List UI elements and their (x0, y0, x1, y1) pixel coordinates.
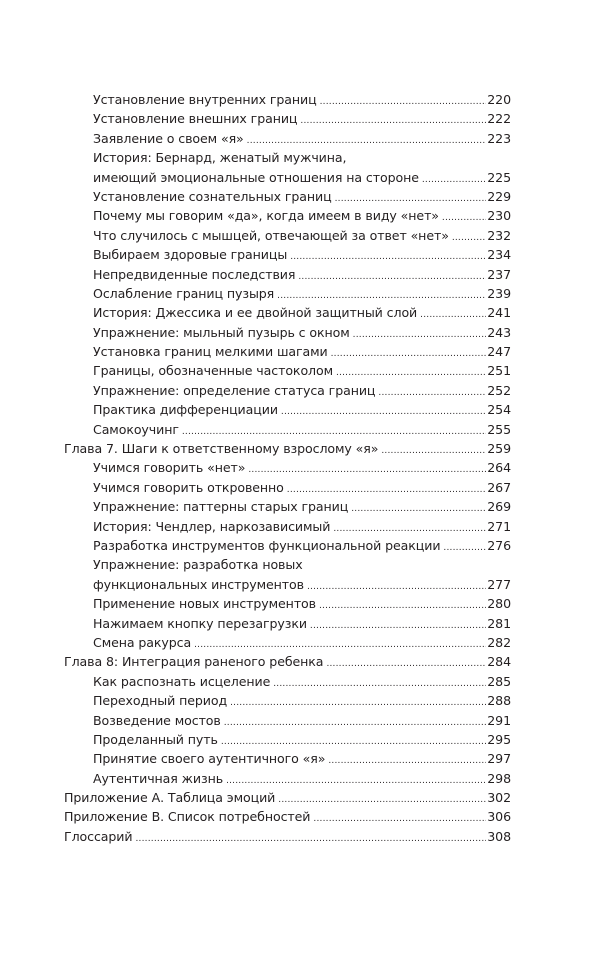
dot-leader (420, 306, 486, 325)
toc-section-entry (64, 691, 511, 710)
toc-entry-title: Нажимаем кнопку перезагрузки (93, 615, 307, 631)
toc-section-entry (64, 400, 511, 419)
toc-entry-title: История: Чендлер, наркозависимый (93, 518, 331, 534)
toc-section-entry (64, 420, 511, 439)
toc-entry-title: Установка границ мелкими шагами (93, 344, 328, 360)
toc-entry-title: Учимся говорить откровенно (93, 479, 284, 495)
toc-entry-page-number: 269 (487, 499, 511, 515)
toc-section-entry (64, 749, 511, 768)
toc-entry-title: Границы, обозначенные частоколом (93, 363, 333, 379)
dot-leader (298, 268, 486, 287)
toc-entry-title: Аутентичная жизнь (93, 770, 224, 786)
dot-leader (443, 539, 486, 558)
toc-entry-title: Заявление о своем «я» (93, 130, 244, 146)
toc-section-entry (64, 575, 511, 594)
toc-entry-title: Принятие своего аутентичного «я» (93, 751, 326, 767)
toc-entry-title: Установление сознательных границ (93, 188, 332, 204)
toc-entry-title: Глоссарий (64, 828, 133, 844)
toc-entry-title: Установление внешних границ (93, 111, 298, 127)
toc-section-entry (64, 90, 511, 109)
toc-entry-page-number: 255 (487, 421, 511, 437)
toc-section-entry (64, 226, 511, 245)
toc-entry-page-number: 302 (487, 790, 511, 806)
toc-entry-page-number: 232 (487, 227, 511, 243)
toc-entry-title: Проделанный путь (93, 731, 218, 747)
dot-leader (452, 229, 486, 248)
toc-entry-title: Практика дифференциации (93, 402, 278, 418)
toc-entry-title: Глава 8: Интеграция раненого ребенка (64, 654, 324, 670)
toc-chapter-entry (64, 652, 511, 671)
toc-entry-page-number: 223 (487, 130, 511, 146)
toc-entry-page-number: 288 (487, 693, 511, 709)
toc-entry-title: имеющий эмоциональные отношения на стороне (93, 169, 419, 185)
toc-section-entry (64, 109, 511, 128)
toc-entry-page-number: 306 (487, 809, 511, 825)
toc-entry-page-number: 241 (487, 305, 511, 321)
toc-entry-page-number: 297 (487, 751, 511, 767)
toc-section-entry (64, 672, 511, 691)
toc-entry-title: Упражнение: паттерны старых границ (93, 499, 349, 515)
toc-entry-page-number: 220 (487, 92, 511, 107)
table-of-contents (64, 90, 511, 846)
toc-entry-page-number: 237 (487, 266, 511, 282)
dot-leader (300, 112, 486, 131)
toc-entry-page-number: 285 (487, 673, 511, 689)
toc-entry-page-number: 277 (487, 576, 511, 592)
toc-entry-page-number: 251 (487, 363, 511, 379)
toc-entry-title: Установление внутренних границ (93, 92, 317, 107)
toc-section-entry (64, 284, 511, 303)
toc-entry-page-number: 259 (487, 441, 511, 457)
toc-entry-page-number: 291 (487, 712, 511, 728)
toc-section-entry (64, 168, 511, 187)
dot-leader (320, 93, 487, 112)
toc-entry-page-number: 225 (487, 169, 511, 185)
toc-entry-page-number: 230 (487, 208, 511, 224)
toc-section-entry (64, 536, 511, 555)
toc-entry-title: Непредвиденные последствия (93, 266, 296, 282)
dot-leader (353, 326, 487, 345)
toc-entry-title: Глава 7. Шаги к ответственному взрослому «я» (64, 441, 379, 457)
toc-section-entry (64, 342, 511, 361)
toc-entry-title: функциональных инструментов (93, 576, 304, 592)
toc-section-entry (64, 711, 511, 730)
toc-entry-page-number: 254 (487, 402, 511, 418)
toc-section-entry (64, 517, 511, 536)
toc-section-entry (64, 594, 511, 613)
toc-entry-title: Самокоучинг (93, 421, 179, 437)
toc-entry-page-number: 280 (487, 596, 511, 612)
toc-entry-title: Упражнение: разработка новых (93, 557, 303, 573)
toc-entry-title: Приложение А. Таблица эмоций (64, 790, 276, 806)
toc-entry-title: Применение новых инструментов (93, 596, 316, 612)
toc-entry-title: Почему мы говорим «да», когда имеем в виду «нет» (93, 208, 439, 224)
dot-leader (307, 578, 486, 597)
toc-entry-page-number: 284 (487, 654, 511, 670)
toc-chapter-entry (64, 827, 511, 846)
dot-leader (135, 830, 486, 849)
toc-section-entry (64, 303, 511, 322)
dot-leader (281, 403, 486, 422)
toc-entry-page-number: 243 (487, 324, 511, 340)
dot-leader (381, 442, 486, 461)
toc-entry-title: История: Джессика и ее двойной защитный слой (93, 305, 418, 321)
dot-leader (331, 345, 487, 364)
toc-section-entry (64, 769, 511, 788)
toc-section-entry (64, 245, 511, 264)
toc-entry-title: Возведение мостов (93, 712, 221, 728)
toc-entry-title: Смена ракурса (93, 634, 192, 650)
toc-section-entry (64, 187, 511, 206)
dot-leader (319, 597, 486, 616)
toc-chapter-entry (64, 788, 511, 807)
dot-leader (313, 810, 486, 829)
dot-leader (326, 655, 486, 674)
toc-entry-title: Как распознать исцеление (93, 673, 271, 689)
toc-entry-title: Ослабление границ пузыря (93, 285, 275, 301)
dot-leader (224, 714, 487, 733)
dot-leader (273, 675, 486, 694)
toc-entry-title: Упражнение: мыльный пузырь с окном (93, 324, 350, 340)
toc-section-entry (64, 458, 511, 477)
toc-section-entry (64, 381, 511, 400)
toc-entry-title: Приложение В. Список потребностей (64, 809, 311, 825)
toc-entry-page-number: 308 (487, 828, 511, 844)
toc-chapter-entry (64, 439, 511, 458)
toc-entry-page-number: 234 (487, 247, 511, 263)
toc-entry-page-number: 276 (487, 537, 511, 553)
toc-entry-title: Что случилось с мышцей, отвечающей за ответ «нет» (93, 227, 449, 243)
toc-entry-page-number: 267 (487, 479, 511, 495)
toc-entry-page-number: 271 (487, 518, 511, 534)
toc-section-entry (64, 633, 511, 652)
toc-entry-title: Переходный период (93, 693, 228, 709)
dot-leader (230, 694, 486, 713)
toc-entry-title: История: Бернард, женатый мужчина, (93, 150, 347, 166)
toc-entry-page-number: 247 (487, 344, 511, 360)
toc-entry-page-number: 281 (487, 615, 511, 631)
toc-section-entry (64, 361, 511, 380)
toc-section-entry (64, 129, 511, 148)
dot-leader (378, 384, 486, 403)
toc-section-entry (64, 497, 511, 516)
dot-leader (351, 500, 486, 519)
toc-section-entry (64, 730, 511, 749)
toc-entry-page-number: 295 (487, 731, 511, 747)
toc-entry-title: Выбираем здоровые границы (93, 247, 288, 263)
toc-entry-page-number: 229 (487, 188, 511, 204)
toc-chapter-entry (64, 807, 511, 826)
toc-entry-page-number: 264 (487, 460, 511, 476)
toc-entry-page-number: 252 (487, 382, 511, 398)
toc-entry-page-number: 239 (487, 285, 511, 301)
dot-leader (310, 617, 486, 636)
toc-entry-page-number: 282 (487, 634, 511, 650)
toc-section-entry (64, 614, 511, 633)
toc-entry-page-number: 222 (487, 111, 511, 127)
dot-leader (290, 248, 486, 267)
toc-section-entry (64, 265, 511, 284)
toc-section-entry (64, 323, 511, 342)
toc-entry-title: Разработка инструментов функциональной реакции (93, 537, 441, 553)
toc-section-entry (64, 206, 511, 225)
toc-entry-page-number: 298 (487, 770, 511, 786)
dot-leader (422, 171, 486, 190)
dot-leader (328, 752, 486, 771)
toc-entry-title: Учимся говорить «нет» (93, 460, 246, 476)
toc-entry-title: Упражнение: определение статуса границ (93, 382, 376, 398)
toc-section-entry (64, 478, 511, 497)
